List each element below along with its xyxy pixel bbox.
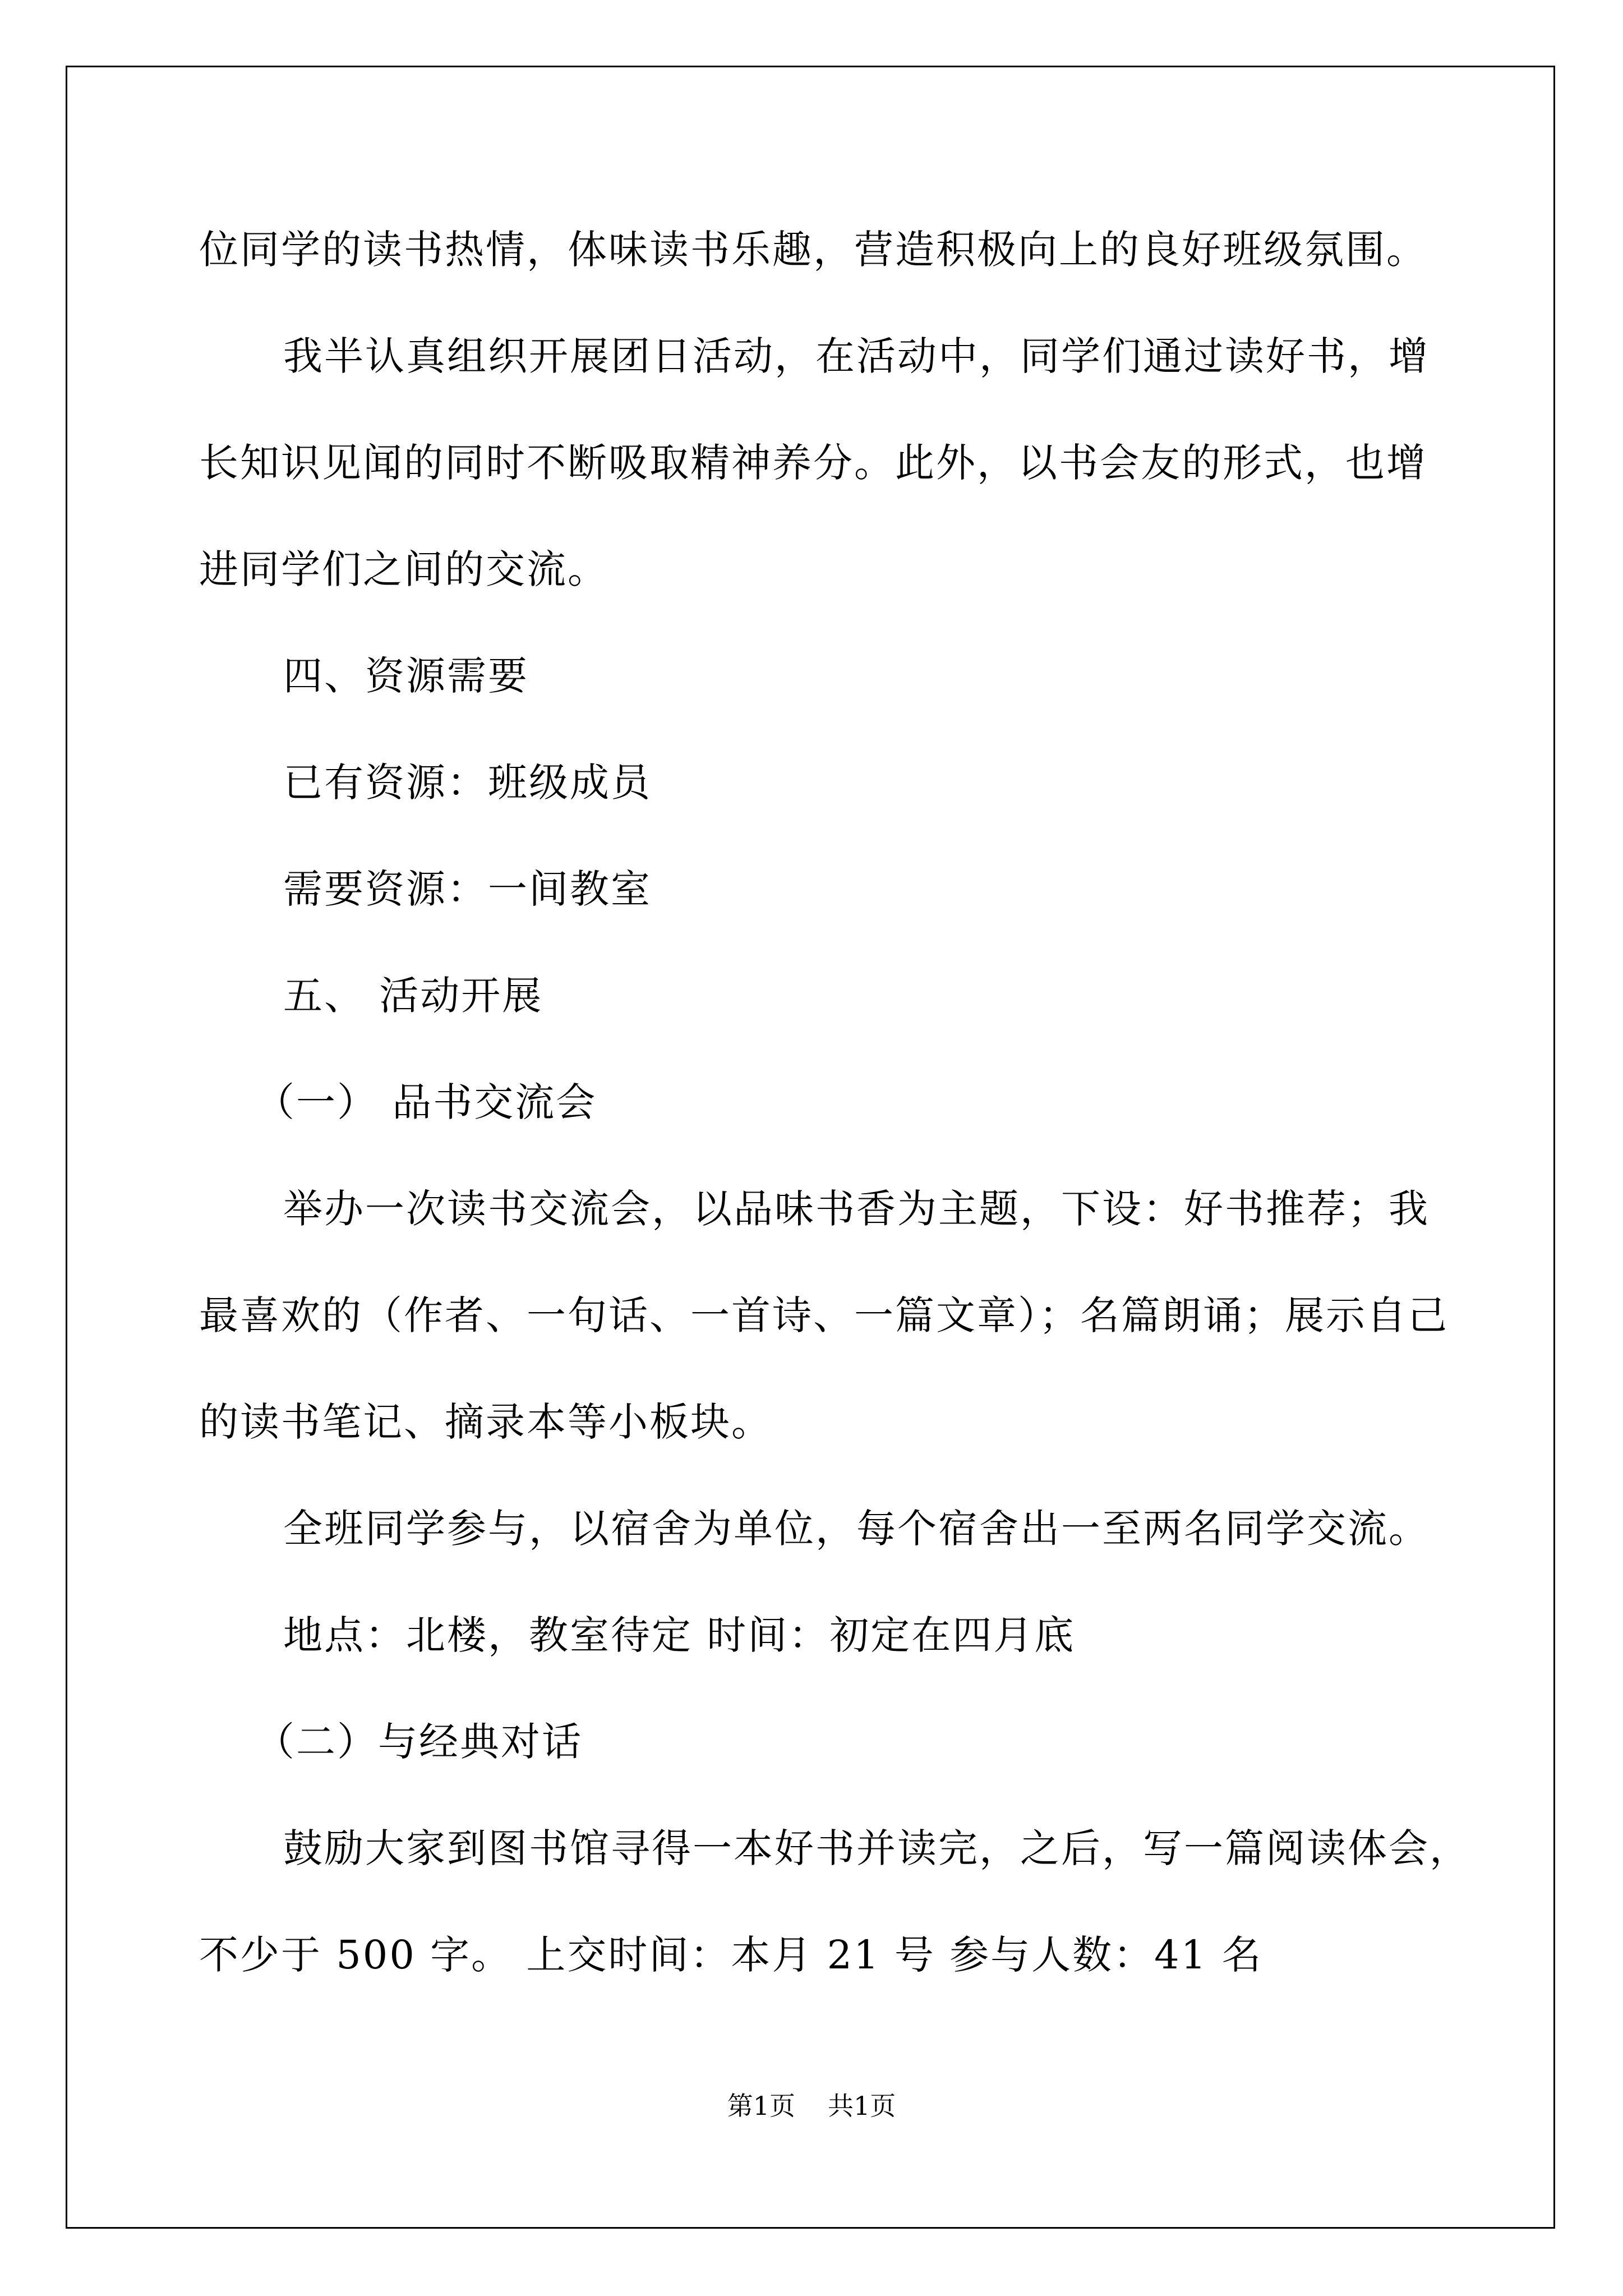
- page-number: 第1页: [727, 2091, 795, 2121]
- text-line-existing-resources: 已有资源：班级成员: [283, 760, 652, 806]
- subsection-heading-1: （一） 品书交流会: [255, 1079, 597, 1125]
- section-heading-activities: 五、 活动开展: [283, 973, 543, 1019]
- subsection-heading-2: （二）与经典对话: [255, 1719, 583, 1765]
- text-line-4: 进同学们之间的交流。: [199, 546, 608, 592]
- page-footer: [0, 2089, 1623, 2123]
- text-line-17: 不少于 500 字。 上交时间：本月 21 号 参与人数：41 名: [199, 1932, 1263, 1978]
- text-line-12: 的读书笔记、摘录本等小板块。: [199, 1399, 772, 1445]
- text-line-16: 鼓励大家到图书馆寻得一本好书并读完，之后，写一篇阅读体会，: [283, 1825, 1470, 1871]
- text-line-10: 举办一次读书交流会，以品味书香为主题，下设：好书推荐；我: [283, 1186, 1430, 1232]
- page-border: [66, 66, 1555, 2229]
- text-line-13: 全班同学参与，以宿舍为单位，每个宿舍出一至两名同学交流。: [283, 1506, 1430, 1552]
- text-line-location-time: 地点：北楼，教室待定 时间：初定在四月底: [283, 1612, 1076, 1658]
- text-line-11: 最喜欢的（作者、一句话、一首诗、一篇文章）；名篇朗诵；展示自己: [199, 1292, 1449, 1338]
- text-line-3: 长知识见闻的同时不断吸取精神养分。此外，以书会友的形式，也增: [199, 440, 1427, 486]
- page-total: 共1页: [828, 2091, 896, 2121]
- text-line-1: 位同学的读书热情，体味读书乐趣，营造积极向上的良好班级氛围。: [199, 227, 1427, 273]
- text-line-needed-resources: 需要资源：一间教室: [283, 866, 652, 912]
- section-heading-resources: 四、资源需要: [283, 653, 529, 699]
- text-line-2: 我半认真组织开展团日活动，在活动中，同学们通过读好书，增: [283, 333, 1430, 379]
